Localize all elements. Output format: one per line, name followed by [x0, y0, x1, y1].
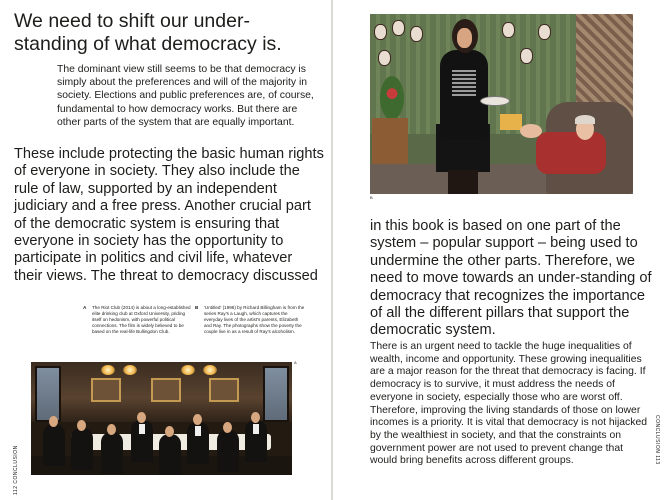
photo-a-diner-head	[165, 426, 174, 437]
photo-b-woman-legs	[448, 170, 478, 194]
photo-b-sweater-pattern	[452, 70, 476, 96]
photo-a-painting	[209, 378, 239, 402]
chapter-headline: We need to shift our under- standing of what democracy is.	[14, 10, 282, 55]
photo-a-diner-head	[77, 420, 86, 431]
photo-b-man-hair	[575, 115, 595, 124]
photo-a-diner-shirt	[195, 426, 201, 436]
photo-a-chandelier	[203, 365, 217, 375]
left-folio: 112 CONCLUSION	[13, 445, 19, 495]
photo-b-wall-mask	[502, 22, 515, 38]
photo-a-diner-head	[223, 422, 232, 433]
caption-b-letter: B	[195, 305, 199, 310]
photo-b-marker: B	[370, 195, 373, 200]
living-room-photo	[370, 14, 633, 194]
photo-b-woman-face	[457, 28, 472, 48]
photo-b-wall-mask	[410, 26, 423, 42]
photo-a-diner	[217, 430, 239, 472]
caption-b-text: 'Untitled' (1996) by Richard Billingham is from the series Ray's a Laugh, which captures the everyday lives of the artist's parents, Elizabeth and Ray. The photographs show the poverty the couple live in as a result of Ray's alcoholism.	[204, 305, 305, 334]
caption-a-letter: A	[83, 305, 87, 310]
photo-a-diner	[43, 424, 65, 466]
photo-a-diner-head	[49, 416, 58, 427]
caption-a-text: The Riot Club (2014) is about a long-established elite drinking club at Oxford University, priding itself on hedonism, with powerful political connections. The film is widely believed to be based on the real-life Bullingdon Club.	[92, 305, 191, 334]
continued-large-paragraph: in this book is based on one part of the system – popular support – being used to undermine the other parts. Therefore, we need to move towards an under-standing of democracy that recognizes the importance of all the different pillars that support the democratic system.	[370, 218, 652, 339]
photo-b-wall-mask	[520, 48, 533, 64]
photo-b-man-hands	[520, 124, 542, 138]
caption-b	[195, 305, 306, 335]
photo-a-diner	[159, 434, 181, 475]
photo-b-wall-mask	[392, 20, 405, 36]
photo-a-painting	[151, 378, 181, 402]
photo-a-chandelier	[101, 365, 115, 375]
photo-b-wall-mask	[538, 24, 551, 40]
right-folio: CONCLUSION 113	[654, 415, 660, 465]
photo-a-diner-head	[193, 414, 202, 425]
caption-a	[83, 305, 194, 335]
photo-a-diner-head	[107, 424, 116, 435]
photo-b-wall-mask	[374, 24, 387, 40]
photo-b-man	[536, 132, 606, 174]
photo-b-plate	[480, 96, 510, 106]
photo-b-lamp	[500, 114, 522, 130]
photo-a-diner-shirt	[253, 424, 259, 434]
photo-a-window	[263, 366, 289, 422]
large-body-paragraph: These include protecting the basic human rights of everyone in society. They also include the rule of law, supported by an independent judiciary and a free press. Another crucial part of the democratic system is ensuring that everyone in society has the opportunity to participate in politics and civil life, whatever their views. The threat to democracy discussed	[14, 146, 324, 284]
photo-a-chandelier	[181, 365, 195, 375]
photo-a-painting	[91, 378, 121, 402]
photo-b-wall-mask	[378, 50, 391, 66]
photo-a-diner-head	[251, 412, 260, 423]
dining-club-photo	[31, 362, 292, 475]
photo-b-plant	[380, 76, 404, 120]
photo-a-diner-shirt	[139, 424, 145, 434]
photo-a-diner	[71, 428, 93, 470]
photo-b-side-table	[372, 118, 408, 164]
photo-a-diner-head	[137, 412, 146, 423]
photo-a-marker: A	[294, 360, 297, 365]
left-page	[0, 0, 331, 500]
right-page	[333, 0, 664, 500]
body-paragraph: There is an urgent need to tackle the huge inequalities of wealth, income and opportunity. These growing inequalities are a major reason for the threat that democracy is facing. If democracy is to survive, it must address the needs of everyone in society, especially those who are worst off. Therefore, improving the living standards of those on lower incomes is a priority. It is vital that democracy is not hijacked by the wealthiest in society, and that the constraints on government power are not used to prevent change that would bring benefits across different groups.	[370, 341, 647, 467]
photo-a-window	[35, 366, 61, 422]
intro-paragraph: The dominant view still seems to be that democracy is simply about the preferences and will of the majority in society. Elections and public preferences are, of course, fundamental to how democracy works. But there are other parts of the system that are equally important.	[57, 64, 314, 128]
photo-a-diner	[101, 432, 123, 474]
photo-a-chandelier	[123, 365, 137, 375]
